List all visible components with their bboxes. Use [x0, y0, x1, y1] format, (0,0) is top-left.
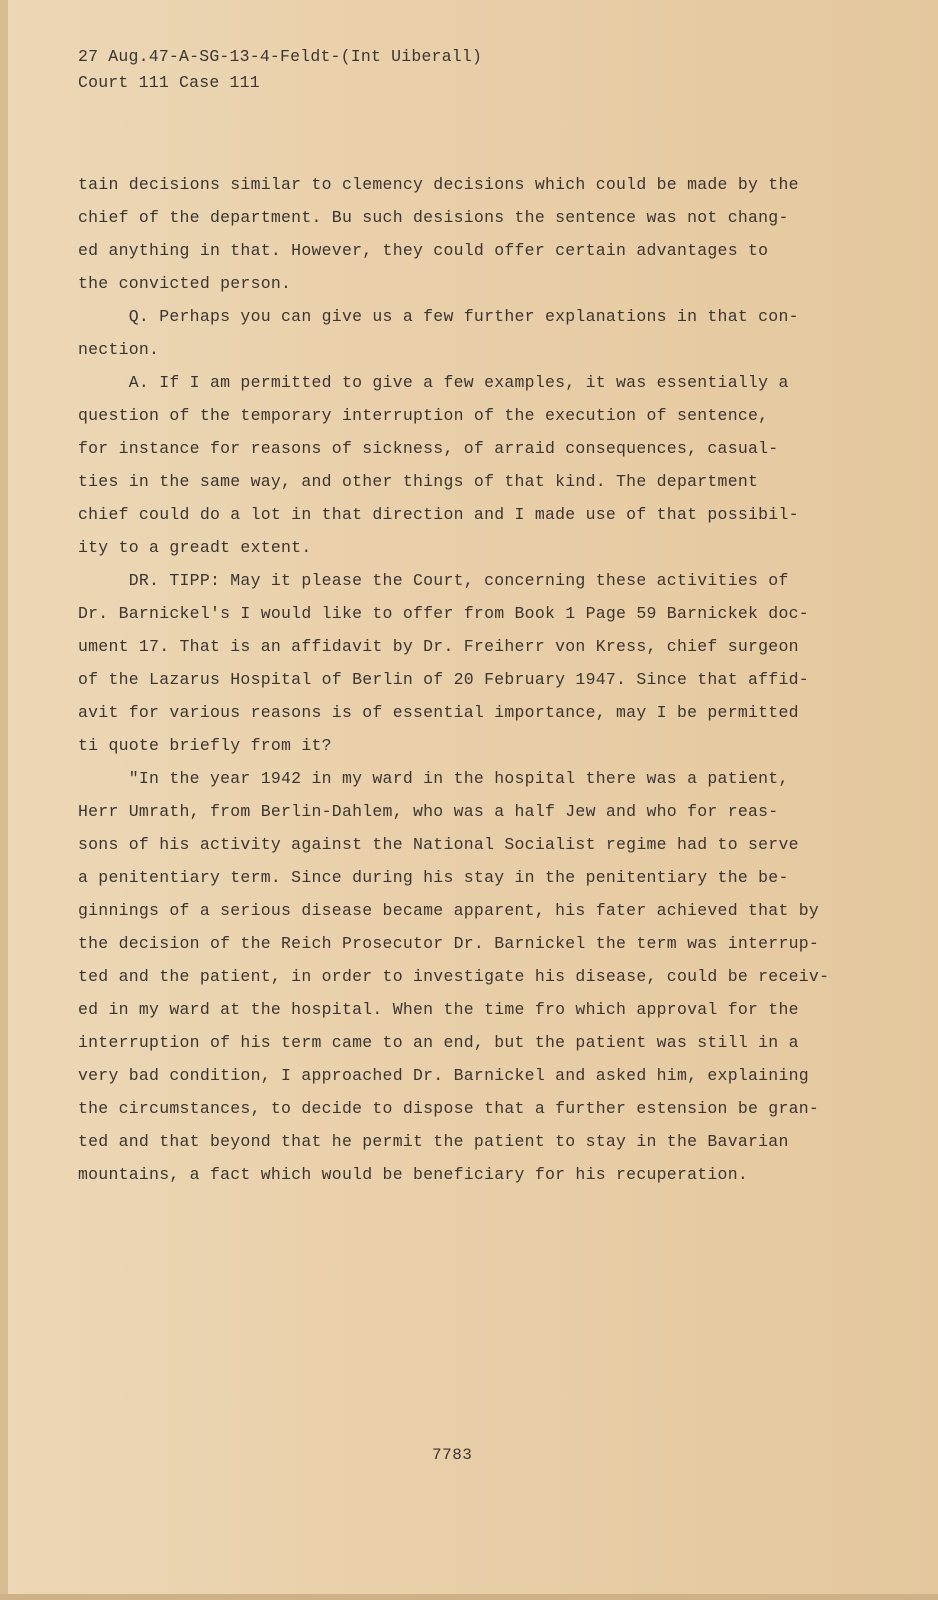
body-line: "In the year 1942 in my ward in the hospital there was a patient, — [78, 769, 789, 788]
body-line: Herr Umrath, from Berlin-Dahlem, who was a half Jew and who for reas- — [78, 802, 779, 821]
body-line: for instance for reasons of sickness, of arraid consequences, casual- — [78, 439, 779, 458]
paper-bottom-edge — [0, 1594, 938, 1600]
document-header — [78, 44, 482, 96]
body-line: a penitentiary term. Since during his stay in the penitentiary the be- — [78, 868, 789, 887]
body-line: ed anything in that. However, they could offer certain advantages to — [78, 241, 769, 260]
transcript-body — [78, 168, 858, 1191]
page-number: 7783 — [432, 1446, 473, 1464]
body-line: tain decisions similar to clemency decisions which could be made by the — [78, 175, 799, 194]
body-line: chief of the department. Bu such desisions the sentence was not chang- — [78, 208, 789, 227]
body-line: the convicted person. — [78, 274, 292, 293]
body-line: nection. — [78, 340, 160, 359]
body-line: Q. Perhaps you can give us a few further explanations in that con- — [78, 307, 799, 326]
paper-left-edge — [0, 0, 8, 1600]
header-court-line: Court 111 Case 111 — [78, 73, 260, 92]
body-line: of the Lazarus Hospital of Berlin of 20 February 1947. Since that affid- — [78, 670, 809, 689]
body-line: ti quote briefly from it? — [78, 736, 332, 755]
body-line: the circumstances, to decide to dispose that a further estension be gran- — [78, 1099, 820, 1118]
body-line: avit for various reasons is of essential importance, may I be permitted — [78, 703, 799, 722]
header-reference-line: 27 Aug.47-A-SG-13-4-Feldt-(Int Uiberall) — [78, 47, 483, 66]
body-line: ginnings of a serious disease became apparent, his fater achieved that by — [78, 901, 820, 920]
body-line: ted and the patient, in order to investigate his disease, could be receiv- — [78, 967, 830, 986]
body-line: the decision of the Reich Prosecutor Dr. Barnickel the term was interrup- — [78, 934, 820, 953]
body-line: mountains, a fact which would be beneficiary for his recuperation. — [78, 1165, 749, 1184]
body-line: interruption of his term came to an end, but the patient was still in a — [78, 1033, 799, 1052]
body-line: very bad condition, I approached Dr. Barnickel and asked him, explaining — [78, 1066, 809, 1085]
body-line: ity to a greadt extent. — [78, 538, 312, 557]
body-line: ted and that beyond that he permit the patient to stay in the Bavarian — [78, 1132, 789, 1151]
body-line: sons of his activity against the National Socialist regime had to serve — [78, 835, 799, 854]
body-line: Dr. Barnickel's I would like to offer from Book 1 Page 59 Barnickek doc- — [78, 604, 809, 623]
body-line: ed in my ward at the hospital. When the time fro which approval for the — [78, 1000, 799, 1019]
body-line: ument 17. That is an affidavit by Dr. Freiherr von Kress, chief surgeon — [78, 637, 799, 656]
body-line: DR. TIPP: May it please the Court, concerning these activities of — [78, 571, 789, 590]
body-line: ties in the same way, and other things of that kind. The department — [78, 472, 759, 491]
body-line: A. If I am permitted to give a few examples, it was essentially a — [78, 373, 789, 392]
body-line: chief could do a lot in that direction and I made use of that possibil- — [78, 505, 799, 524]
body-line: question of the temporary interruption of the execution of sentence, — [78, 406, 769, 425]
